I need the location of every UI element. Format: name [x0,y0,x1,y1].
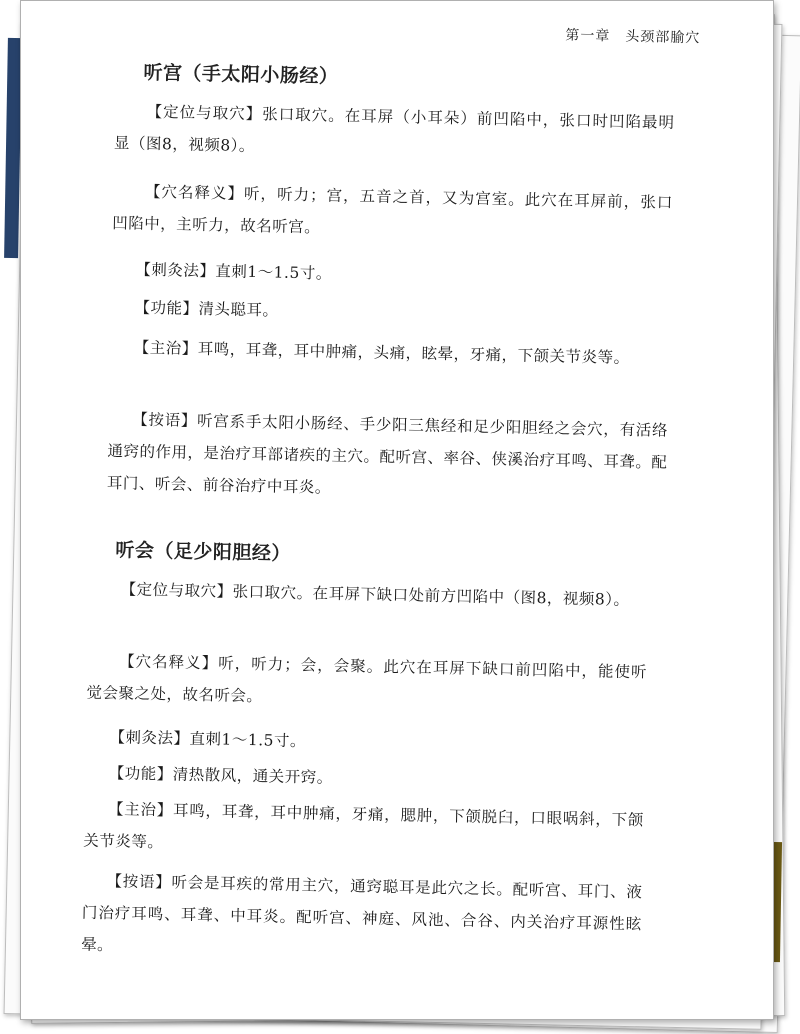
paragraph [111,253,672,297]
paragraph [88,573,649,617]
page-content [20,0,773,1020]
paragraph-tag: 【刺灸法】 [109,728,190,748]
paragraph-tag: 【刺灸法】 [135,260,216,281]
paragraph-text: 清热散风，通关开窍。 [172,765,333,787]
paragraph-tag: 【主治】 [133,338,198,358]
paragraph [107,403,669,511]
paragraph-text: 听，听力；宫，五音之首，又为宫室。此穴在耳屏前，张口凹陷中，主听力，故名听宫。 [112,184,674,237]
paragraph [81,865,643,973]
paragraph [109,331,670,375]
section-title: 听宫（手太阳小肠经） [143,61,339,88]
paragraph-tag: 【功能】 [134,298,199,318]
paragraph-text: 直刺1～1.5寸。 [189,729,307,751]
paragraph-tag: 【主治】 [107,800,174,820]
paragraph-text: 清头聪耳。 [198,299,279,320]
section-title: 听会（足少阳胆经） [115,539,292,565]
paragraph-text: 直刺1～1.5寸。 [215,262,332,283]
paragraph-tag: 【定位与取穴】 [146,102,263,124]
paragraph-text: 听会是耳疾的常用主穴，通窍聪耳是此穴之长。配听宫、耳门、液门治疗耳鸣、耳聋、中耳炎。配听宫、神庭、风池、合谷、内关治疗耳源性眩晕。 [80,873,643,955]
paragraph [86,645,647,721]
paragraph-tag: 【按语】 [131,410,198,430]
book-page [20,0,774,1020]
paragraph-tag: 【穴名释义】 [118,652,219,673]
paragraph-text: 张口取穴。在耳屏（小耳朵）前凹陷中，张口时凹陷最明显（图8，视频8）。 [113,105,675,156]
paragraph-text: 听宫系手太阳小肠经、手少阳三焦经和足少阳胆经之会穴，有活络通窍的作用，是治疗耳部诸疾的主穴。配听宫、率谷、侠溪治疗耳鸣、耳聋。配耳门、听会、前谷治疗中耳炎。 [106,411,669,497]
paragraph-tag: 【功能】 [108,764,173,784]
paragraph-text: 耳鸣，耳聋，耳中肿痛，牙痛，腮肿，下颌脱臼，口眼㖞斜，下颌关节炎等。 [83,801,645,852]
paragraph [114,95,675,171]
paragraph-text: 耳鸣，耳聋，耳中肿痛，头痛，眩晕，牙痛，下颌关节炎等。 [197,339,630,367]
paragraph-tag: 【穴名释义】 [144,182,245,203]
paragraph-text: 张口取穴。在耳屏下缺口处前方凹陷中（图8，视频8）。 [232,582,630,609]
running-header: 第一章 头颈部腧穴 [565,27,701,47]
paragraph [83,793,644,869]
paragraph [110,291,671,335]
paragraph-tag: 【按语】 [106,872,172,892]
paragraph-text: 听，听力；会，会聚。此穴在耳屏下缺口前凹陷中，能使听觉会聚之处，故名听会。 [86,654,648,706]
paragraph [112,175,673,251]
paragraph-tag: 【定位与取穴】 [120,580,233,601]
